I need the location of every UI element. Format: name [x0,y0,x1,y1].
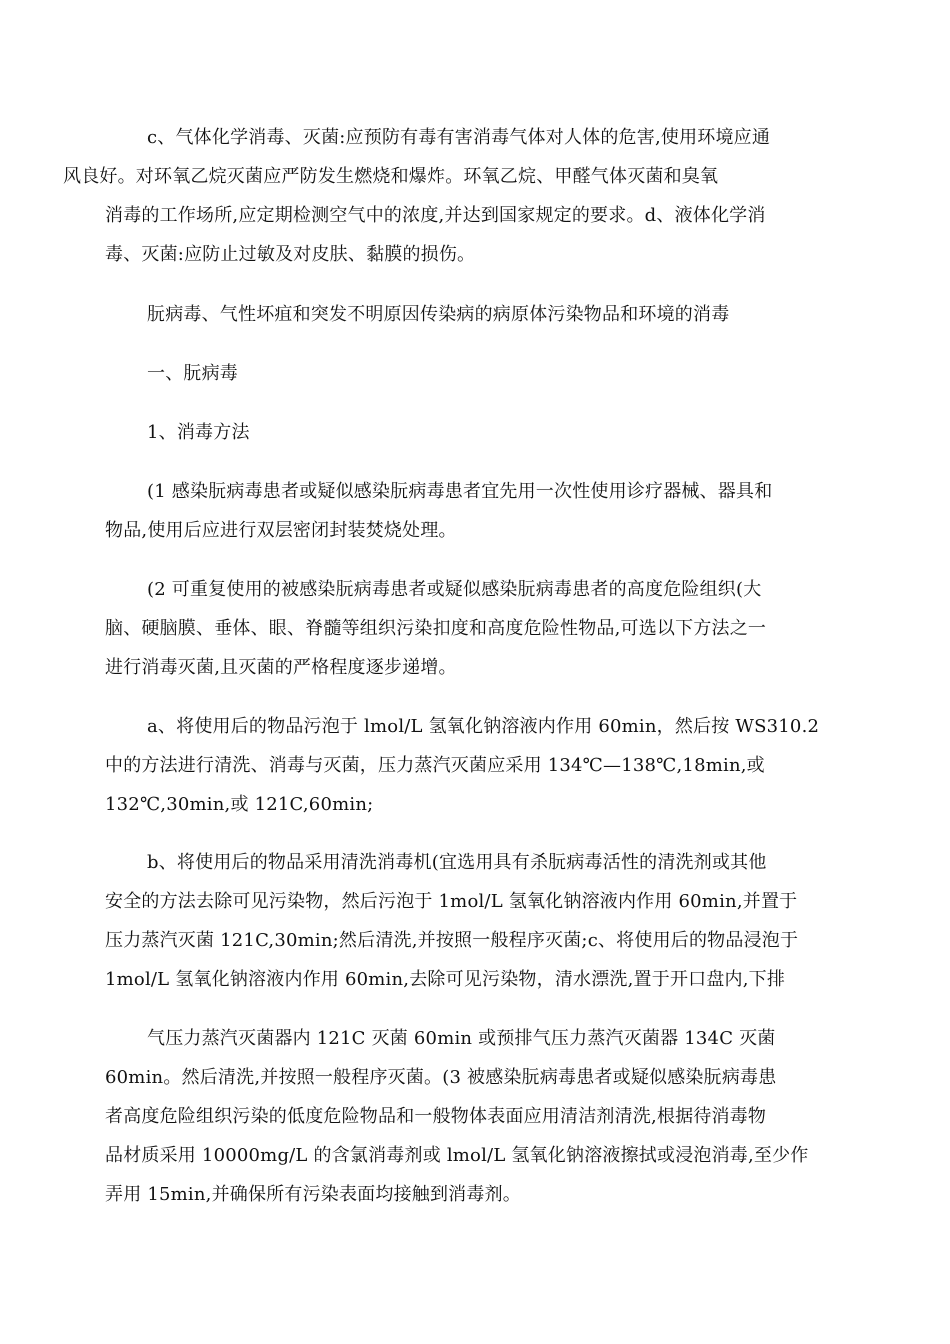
text-line: 毒、灭菌:应防止过敏及对皮肤、黏膜的损伤。 [105,244,476,265]
text-line: 风良好。对环氧乙烷灭菌应严防发生燃烧和爆炸。环氧乙烷、甲醛气体灭菌和臭氧 [63,166,719,187]
text-line: 消毒的工作场所,应定期检测空气中的浓度,并达到国家规定的要求。d、液体化学消 [105,205,766,226]
text-line: 1mol/L 氢氧化钠溶液内作用 60min,去除可见污染物，清水漂洗,置于开口盘内,下排 [105,969,786,990]
text-line: 压力蒸汽灭菌 121C,30min;然后清洗,并按照一般程序灭菌;c、将使用后的物品浸泡于 [105,930,799,951]
text-line: 气压力蒸汽灭菌器内 121C 灭菌 60min 或预排气压力蒸汽灭菌器 134C 灭菌 [147,1028,776,1049]
text-line: 安全的方法去除可见污染物，然后污泡于 1mol/L 氢氧化钠溶液内作用 60min,并置于 [105,891,798,912]
text-line: 朊病毒、气性坏疽和突发不明原因传染病的病原体污染物品和环境的消毒 [147,304,730,325]
text-line: 弄用 15min,并确保所有污染表面均接触到消毒剂。 [105,1184,521,1205]
text-line: a、将使用后的物品污泡于 lmol/L 氢氧化钠溶液内作用 60min，然后按 WS310.2 [147,716,820,737]
text-line: 1、消毒方法 [147,422,250,443]
text-line: 物品,使用后应进行双层密闭封装焚烧处理。 [105,520,457,541]
text-line: b、将使用后的物品采用清洗消毒机(宜选用具有杀朊病毒活性的清洗剂或其他 [147,852,767,873]
paragraph-continuation [105,1019,843,1214]
text-line: 品材质采用 10000mg/L 的含氯消毒剂或 lmol/L 氢氧化钠溶液擦拭或浸泡消毒,至少作 [105,1145,809,1166]
paragraph-gas-chemical-disinfection [63,118,843,274]
paragraph-method-b [105,843,843,999]
section-heading-prion [105,354,843,393]
text-line: 一、朊病毒 [147,363,238,384]
text-line: 脑、硬脑膜、垂体、眼、脊髓等组织污染扣度和高度危险性物品,可选以下方法之一 [105,618,767,639]
section-heading-prion-gas-gangrene [105,295,843,334]
paragraph-item-2 [105,570,843,687]
paragraph-item-1 [105,472,843,550]
text-line: 60min。然后清洗,并按照一般程序灭菌。(3 被感染朊病毒患者或疑似感染朊病毒患 [105,1067,777,1088]
text-line: 中的方法进行清洗、消毒与灭菌，压力蒸汽灭菌应采用 134℃—138℃,18min,或 [105,755,765,776]
text-line: c、气体化学消毒、灭菌:应预防有毒有害消毒气体对人体的危害,使用环境应通 [147,127,771,148]
section-heading-disinfection-method [105,413,843,452]
text-line: (1 感染朊病毒患者或疑似感染朊病毒患者宜先用一次性使用诊疗器械、器具和 [147,481,773,502]
text-line: 者高度危险组织污染的低度危险物品和一般物体表面应用清洁剂清洗,根据待消毒物 [105,1106,767,1127]
text-line: (2 可重复使用的被感染朊病毒患者或疑似感染朊病毒患者的高度危险组织(大 [147,579,762,600]
paragraph-method-a [105,707,843,824]
text-line: 132℃,30min,或 121C,60min; [105,794,374,815]
text-line: 进行消毒灭菌,且灭菌的严格程度逐步递增。 [105,657,457,678]
